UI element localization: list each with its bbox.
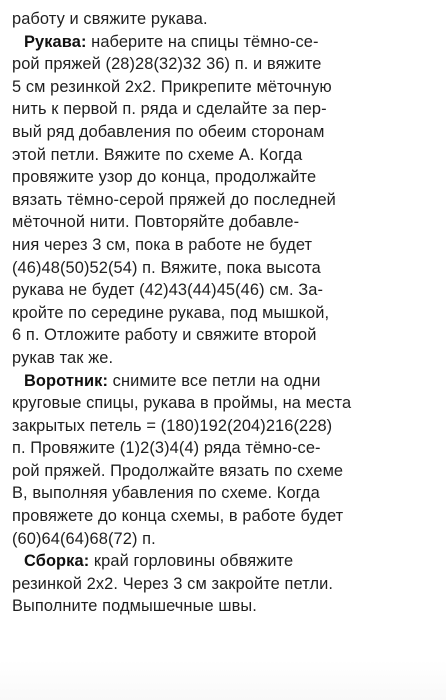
- text-line: мёточной нити. Повторяйте добавле-: [12, 213, 300, 232]
- text-line: провяжите узор до конца, продолжайте: [12, 168, 317, 187]
- text-line: закрытых петель = (180)192(204)216(228): [12, 416, 333, 435]
- text-line: [12, 31, 384, 54]
- text-line: В, выполняя убавления по схеме. Когда: [12, 484, 320, 503]
- text-line-content: наберите на спицы тёмно-се-: [86, 32, 319, 51]
- text-line: вый ряд добавления по обеим сторонам: [12, 122, 325, 141]
- section-heading-assembly: Сборка:: [24, 552, 90, 571]
- page-bottom-shade: [0, 660, 446, 700]
- text-line: этой петли. Вяжите по схеме А. Когда: [12, 145, 303, 164]
- text-line: [12, 370, 384, 393]
- text-line: [12, 550, 384, 573]
- text-line: рой пряжей. Продолжайте вязать по схеме: [12, 461, 344, 480]
- text-line: п. Провяжите (1)2(3)4(4) ряда тёмно-се-: [12, 439, 321, 458]
- text-line: провяжете до конца схемы, в работе будет: [12, 507, 344, 526]
- text-line: рукава не будет (42)43(44)45(46) см. За-: [12, 281, 324, 300]
- text-line: ния через 3 см, пока в работе не будет: [12, 235, 313, 254]
- section-heading-sleeves: Рукава:: [24, 32, 87, 51]
- text-line: нить к первой п. ряда и сделайте за пер-: [12, 100, 327, 119]
- text-line: работу и свяжите рукава.: [12, 10, 208, 28]
- text-line: рукав так же.: [12, 348, 114, 367]
- text-line: 5 см резинкой 2х2. Прикрепите мёточную: [12, 77, 332, 96]
- text-line: рой пряжей (28)28(32)32 36) п. и вяжите: [12, 55, 322, 74]
- document-page: [12, 8, 384, 618]
- text-line: Выполните подмышечные швы.: [12, 597, 257, 616]
- text-line-content: снимите все петли на одни: [108, 371, 321, 390]
- text-line: 6 п. Отложите работу и свяжите второй: [12, 326, 317, 345]
- text-line: круговые спицы, рукава в проймы, на места: [12, 394, 352, 413]
- text-line-content: край горловины обвяжите: [89, 552, 294, 571]
- text-line: (60)64(64)68(72) п.: [12, 529, 156, 548]
- text-line: резинкой 2х2. Через 3 см закройте петли.: [12, 574, 334, 593]
- text-line: вязать тёмно-серой пряжей до последней: [12, 190, 336, 209]
- text-line: кройте по середине рукава, под мышкой,: [12, 303, 330, 322]
- section-heading-collar: Воротник:: [24, 371, 109, 390]
- text-line: (46)48(50)52(54) п. Вяжите, пока высота: [12, 258, 321, 277]
